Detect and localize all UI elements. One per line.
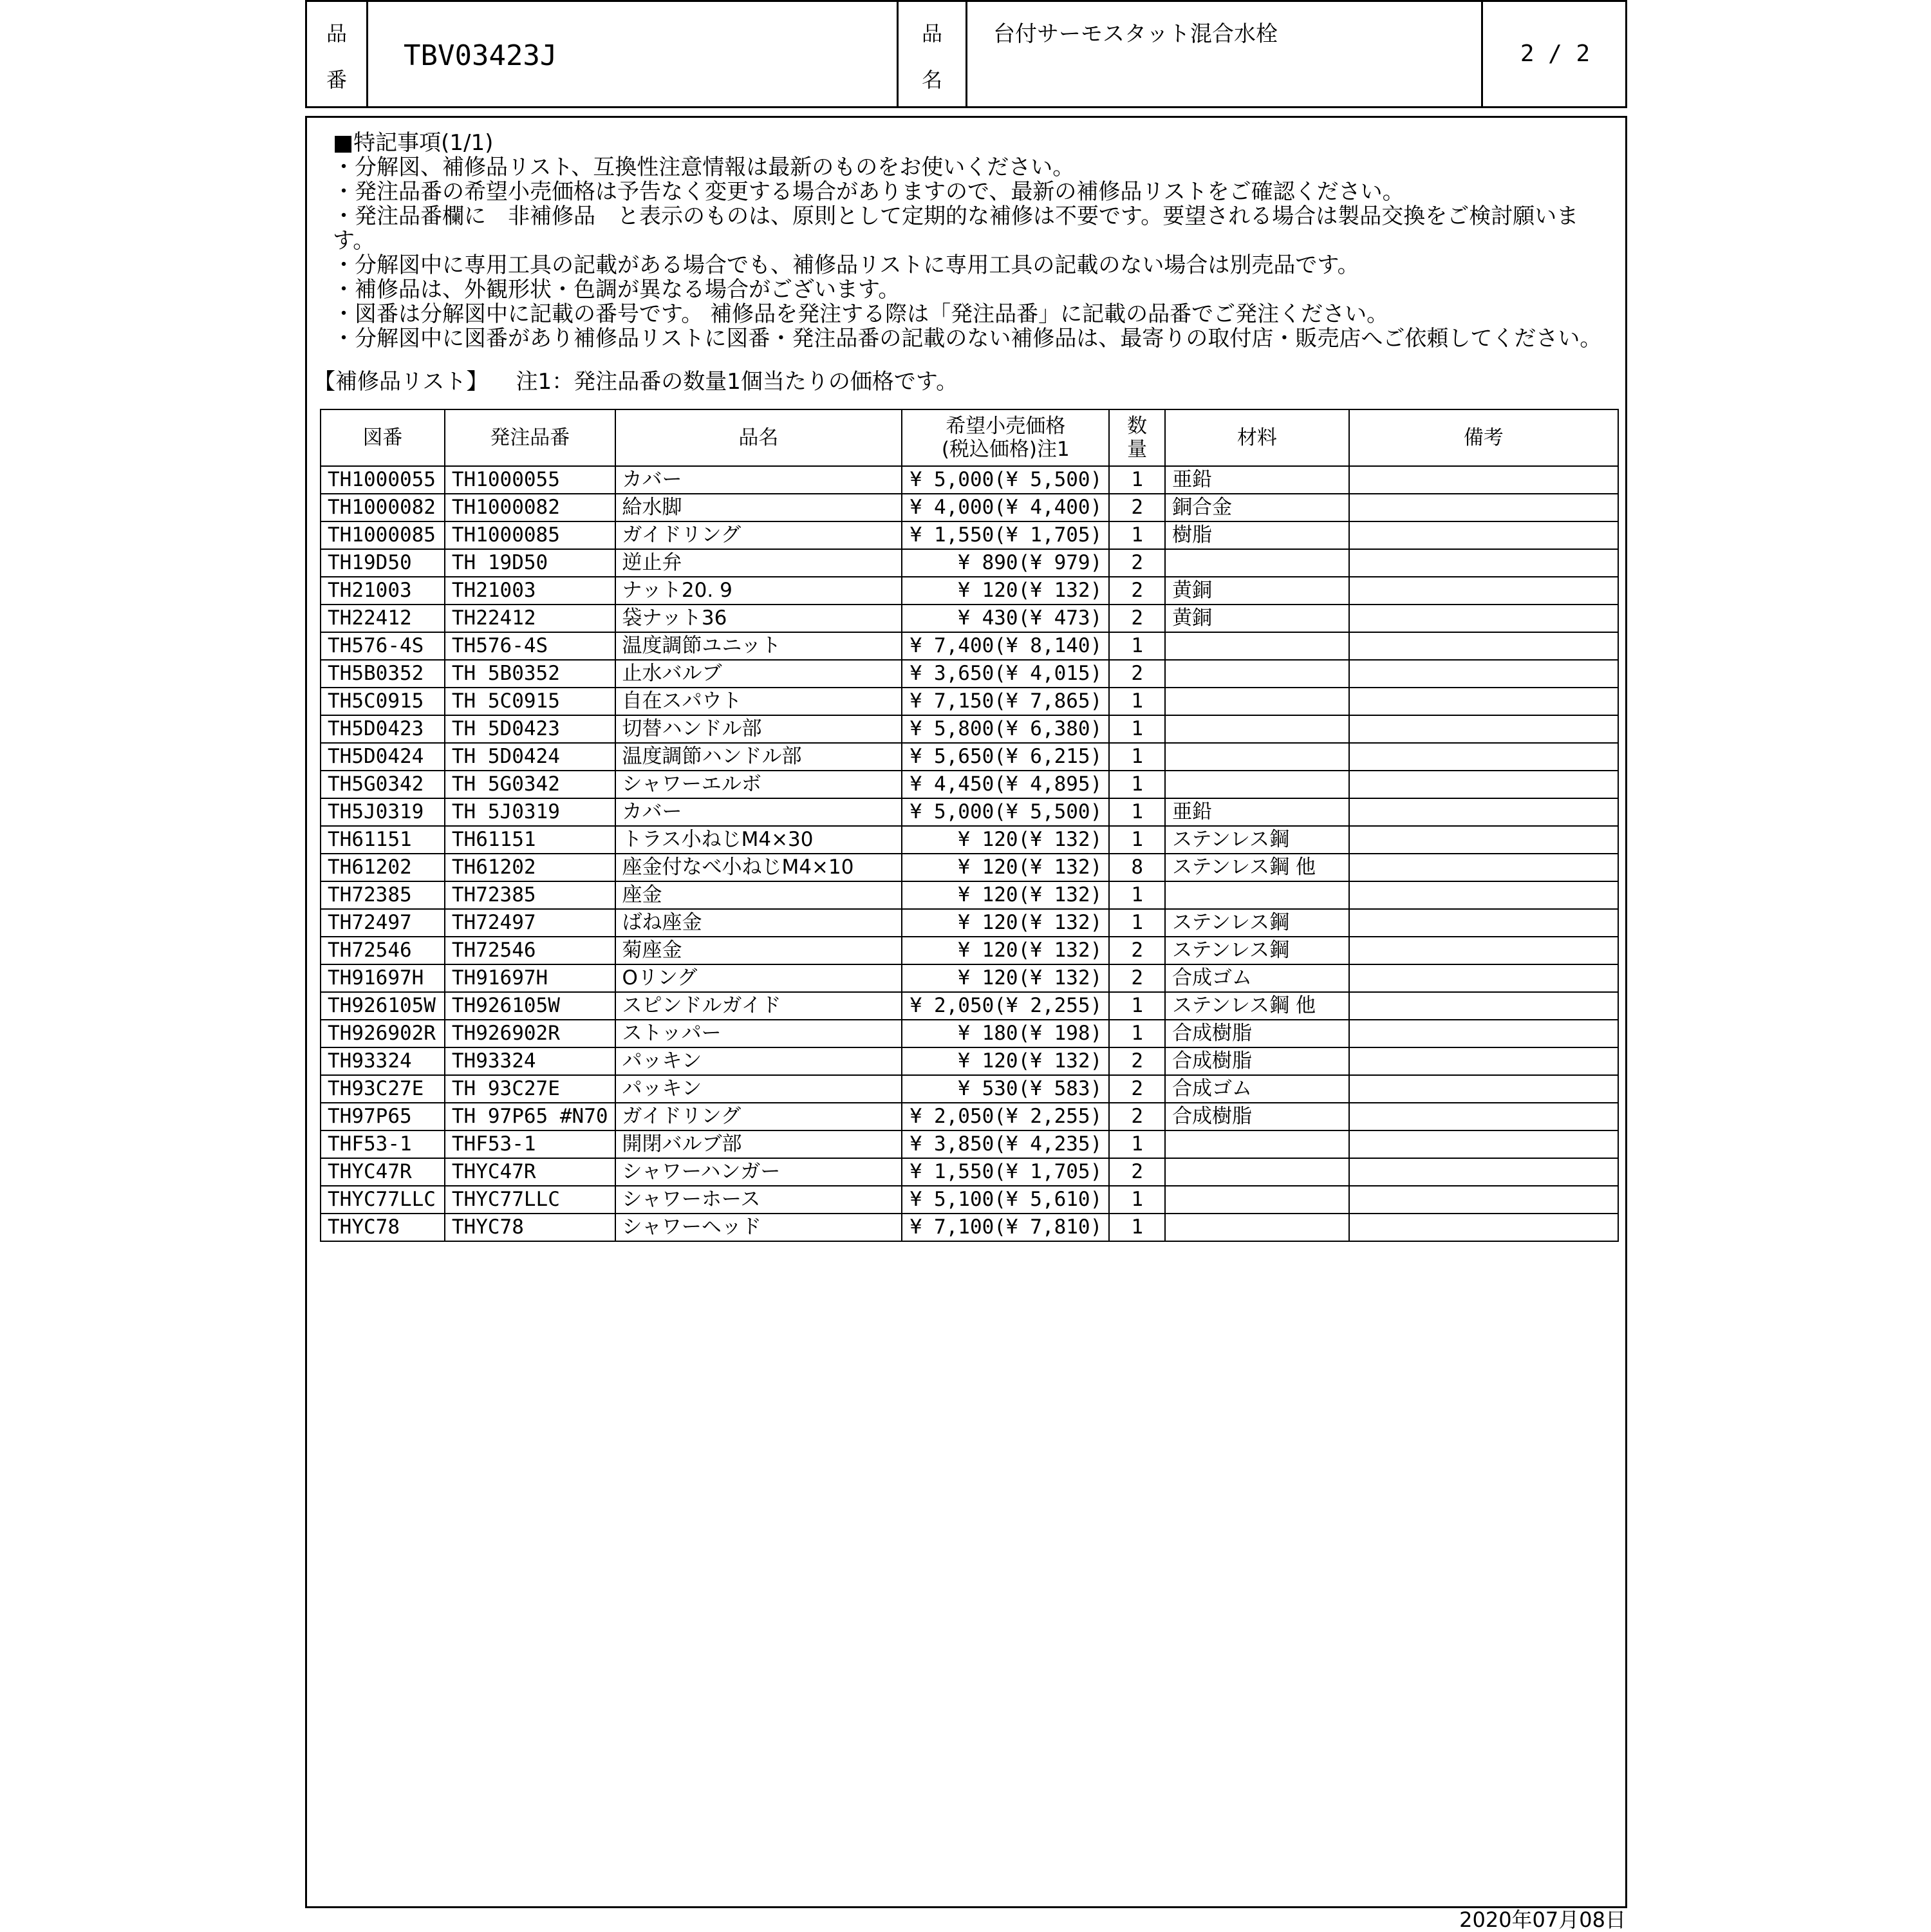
cell-fig-no: TH93C27E [321, 1075, 445, 1103]
cell-remarks [1349, 937, 1618, 964]
cell-fig-no: TH926105W [321, 992, 445, 1020]
cell-qty: 8 [1109, 854, 1165, 881]
cell-part-name: 開閉バルブ部 [615, 1130, 902, 1158]
cell-fig-no: TH72497 [321, 909, 445, 937]
cell-material: 合成ゴム [1165, 964, 1349, 992]
cell-fig-no: THYC77LLC [321, 1186, 445, 1214]
cell-qty: 1 [1109, 881, 1165, 909]
cell-order-no: TH 5C0915 [445, 688, 615, 715]
cell-remarks [1349, 964, 1618, 992]
table-row [321, 937, 1618, 964]
table-row [321, 964, 1618, 992]
cell-remarks [1349, 688, 1618, 715]
table-row [321, 909, 1618, 937]
cell-price: ¥ 7,150(¥ 7,865) [902, 688, 1109, 715]
cell-price: ¥ 530(¥ 583) [902, 1075, 1109, 1103]
cell-price: ¥ 5,000(¥ 5,500) [902, 466, 1109, 494]
cell-remarks [1349, 715, 1618, 743]
cell-order-no: TH1000082 [445, 494, 615, 521]
cell-material [1165, 743, 1349, 771]
cell-qty: 1 [1109, 743, 1165, 771]
cell-fig-no: TH576-4S [321, 632, 445, 660]
cell-part-name: カバー [615, 798, 902, 826]
cell-material [1165, 632, 1349, 660]
table-row [321, 1075, 1618, 1103]
cell-part-name: 給水脚 [615, 494, 902, 521]
cell-fig-no: THYC78 [321, 1214, 445, 1241]
cell-material: 合成ゴム [1165, 1075, 1349, 1103]
cell-remarks [1349, 521, 1618, 549]
cell-remarks [1349, 826, 1618, 854]
cell-price: ¥ 120(¥ 132) [902, 937, 1109, 964]
cell-order-no: TH21003 [445, 577, 615, 605]
cell-part-name: 菊座金 [615, 937, 902, 964]
cell-material [1165, 881, 1349, 909]
table-row [321, 521, 1618, 549]
product-name-label-top: 品 [921, 21, 942, 46]
cell-qty: 2 [1109, 1158, 1165, 1186]
cell-part-name: カバー [615, 466, 902, 494]
cell-qty: 1 [1109, 826, 1165, 854]
cell-fig-no: THYC47R [321, 1158, 445, 1186]
note-item: ・分解図中に専用工具の記載がある場合でも、補修品リストに専用工具の記載のない場合は別売品です。 [333, 252, 1359, 278]
parts-table [320, 409, 1619, 1242]
product-name-label-bottom: 名 [921, 68, 942, 92]
cell-fig-no: TH19D50 [321, 549, 445, 577]
cell-price: ¥ 3,650(¥ 4,015) [902, 660, 1109, 688]
content-frame [305, 116, 1627, 1908]
col-header-price [902, 409, 1109, 466]
cell-part-name: トラス小ねじM4×30 [615, 826, 902, 854]
table-row [321, 881, 1618, 909]
cell-fig-no: TH5J0319 [321, 798, 445, 826]
cell-part-name: 切替ハンドル部 [615, 715, 902, 743]
cell-material: 銅合金 [1165, 494, 1349, 521]
cell-order-no: TH 5B0352 [445, 660, 615, 688]
cell-part-name: ナット20. 9 [615, 577, 902, 605]
cell-remarks [1349, 1130, 1618, 1158]
table-row [321, 549, 1618, 577]
note-item: ・補修品は、外観形状・色調が異なる場合がございます。 [333, 277, 900, 303]
cell-qty: 1 [1109, 1214, 1165, 1241]
cell-order-no: TH 5J0319 [445, 798, 615, 826]
cell-qty: 2 [1109, 1075, 1165, 1103]
cell-part-name: スピンドルガイド [615, 992, 902, 1020]
table-row [321, 688, 1618, 715]
cell-order-no: TH1000055 [445, 466, 615, 494]
notes-title: ■特記事項(1/1) [333, 130, 494, 156]
table-row [321, 992, 1618, 1020]
parts-table-body [321, 466, 1618, 1241]
cell-qty: 1 [1109, 688, 1165, 715]
cell-price: ¥ 5,000(¥ 5,500) [902, 798, 1109, 826]
note-item: ・図番は分解図中に記載の番号です。 補修品を発注する際は「発注品番」に記載の品番でご発注ください。 [333, 301, 1389, 327]
cell-qty: 2 [1109, 964, 1165, 992]
cell-fig-no: TH5G0342 [321, 771, 445, 798]
cell-material: ステンレス鋼 他 [1165, 992, 1349, 1020]
cell-order-no: TH 5D0423 [445, 715, 615, 743]
cell-order-no: TH 19D50 [445, 549, 615, 577]
cell-order-no: THYC47R [445, 1158, 615, 1186]
cell-remarks [1349, 549, 1618, 577]
product-code-label-bottom: 番 [326, 68, 347, 92]
cell-part-name: 逆止弁 [615, 549, 902, 577]
cell-part-name: シャワーハンガー [615, 1158, 902, 1186]
cell-remarks [1349, 466, 1618, 494]
cell-qty: 1 [1109, 909, 1165, 937]
cell-order-no: TH22412 [445, 605, 615, 632]
cell-order-no: TH 5G0342 [445, 771, 615, 798]
cell-material: ステンレス鋼 他 [1165, 854, 1349, 881]
cell-qty: 2 [1109, 605, 1165, 632]
table-row [321, 466, 1618, 494]
col-header-remarks: 備考 [1349, 409, 1618, 466]
cell-material: 黄銅 [1165, 605, 1349, 632]
cell-remarks [1349, 632, 1618, 660]
page-number: 2 / 2 [1520, 41, 1591, 67]
cell-material: 黄銅 [1165, 577, 1349, 605]
table-row [321, 1158, 1618, 1186]
cell-qty: 2 [1109, 1103, 1165, 1130]
cell-part-name: 止水バルブ [615, 660, 902, 688]
cell-fig-no: TH93324 [321, 1047, 445, 1075]
cell-fig-no: THF53-1 [321, 1130, 445, 1158]
table-row [321, 605, 1618, 632]
issue-date: 2020年07月08日 [1459, 1908, 1626, 1932]
cell-remarks [1349, 1158, 1618, 1186]
col-header-fig: 図番 [321, 409, 445, 466]
cell-material [1165, 549, 1349, 577]
cell-order-no: TH 93C27E [445, 1075, 615, 1103]
cell-remarks [1349, 1186, 1618, 1214]
cell-price: ¥ 1,550(¥ 1,705) [902, 1158, 1109, 1186]
cell-fig-no: TH1000085 [321, 521, 445, 549]
table-row [321, 854, 1618, 881]
note-item: ・分解図、補修品リスト、互換性注意情報は最新のものをお使いください。 [333, 155, 1075, 180]
cell-remarks [1349, 1103, 1618, 1130]
cell-order-no: TH93324 [445, 1047, 615, 1075]
cell-remarks [1349, 909, 1618, 937]
table-row [321, 1103, 1618, 1130]
cell-material [1165, 1158, 1349, 1186]
table-row [321, 1130, 1618, 1158]
table-row [321, 826, 1618, 854]
cell-part-name: Oリング [615, 964, 902, 992]
cell-order-no: TH 97P65 #N70 [445, 1103, 615, 1130]
cell-material: ステンレス鋼 [1165, 826, 1349, 854]
cell-fig-no: TH926902R [321, 1020, 445, 1047]
cell-material [1165, 1130, 1349, 1158]
cell-price: ¥ 2,050(¥ 2,255) [902, 992, 1109, 1020]
parts-list-heading [313, 369, 958, 395]
cell-price: ¥ 180(¥ 198) [902, 1020, 1109, 1047]
parts-list-note: 注1：発注品番の数量1個当たりの価格です。 [516, 369, 958, 395]
cell-order-no: TH61151 [445, 826, 615, 854]
note-item: ・発注品番欄に 非補修品 と表示のものは、原則として定期的な補修は不要です。要望される場合は製品交換をご検討願います。 [333, 203, 1579, 254]
cell-qty: 1 [1109, 632, 1165, 660]
cell-remarks [1349, 743, 1618, 771]
cell-material: 合成樹脂 [1165, 1103, 1349, 1130]
cell-remarks [1349, 605, 1618, 632]
cell-remarks [1349, 577, 1618, 605]
cell-material: 亜鉛 [1165, 798, 1349, 826]
cell-remarks [1349, 992, 1618, 1020]
cell-order-no: THYC78 [445, 1214, 615, 1241]
cell-price: ¥ 7,100(¥ 7,810) [902, 1214, 1109, 1241]
cell-qty: 1 [1109, 466, 1165, 494]
cell-remarks [1349, 660, 1618, 688]
col-header-material: 材料 [1165, 409, 1349, 466]
table-row [321, 1020, 1618, 1047]
cell-qty: 2 [1109, 577, 1165, 605]
table-row [321, 743, 1618, 771]
cell-material: 亜鉛 [1165, 466, 1349, 494]
cell-part-name: ガイドリング [615, 1103, 902, 1130]
product-code-label [307, 2, 366, 106]
cell-material [1165, 1186, 1349, 1214]
cell-order-no: TH72497 [445, 909, 615, 937]
cell-price: ¥ 5,800(¥ 6,380) [902, 715, 1109, 743]
cell-price: ¥ 7,400(¥ 8,140) [902, 632, 1109, 660]
col-header-name: 品名 [615, 409, 902, 466]
cell-fig-no: TH22412 [321, 605, 445, 632]
note-item: ・発注品番の希望小売価格は予告なく変更する場合がありますので、最新の補修品リストをご確認ください。 [333, 179, 1404, 205]
cell-order-no: TH91697H [445, 964, 615, 992]
price-header-line2: (税込価格)注1 [941, 438, 1070, 461]
cell-qty: 2 [1109, 660, 1165, 688]
cell-qty: 1 [1109, 521, 1165, 549]
cell-fig-no: TH61151 [321, 826, 445, 854]
cell-remarks [1349, 771, 1618, 798]
cell-price: ¥ 4,450(¥ 4,895) [902, 771, 1109, 798]
cell-order-no: TH576-4S [445, 632, 615, 660]
cell-part-name: 袋ナット36 [615, 605, 902, 632]
product-name: 台付サーモスタット混合水栓 [993, 21, 1278, 47]
cell-material [1165, 688, 1349, 715]
table-header-row [321, 409, 1618, 466]
cell-fig-no: TH72546 [321, 937, 445, 964]
cell-price: ¥ 1,550(¥ 1,705) [902, 521, 1109, 549]
cell-part-name: 温度調節ハンドル部 [615, 743, 902, 771]
cell-order-no: THYC77LLC [445, 1186, 615, 1214]
cell-price: ¥ 120(¥ 132) [902, 1047, 1109, 1075]
table-row [321, 1214, 1618, 1241]
cell-material: ステンレス鋼 [1165, 909, 1349, 937]
product-code: TBV03423J [404, 39, 557, 72]
cell-material: 合成樹脂 [1165, 1047, 1349, 1075]
cell-fig-no: TH1000082 [321, 494, 445, 521]
cell-remarks [1349, 798, 1618, 826]
cell-remarks [1349, 1020, 1618, 1047]
cell-part-name: ガイドリング [615, 521, 902, 549]
table-row [321, 771, 1618, 798]
note-item: ・分解図中に図番があり補修品リストに図番・発注品番の記載のない補修品は、最寄りの取付店・販売店へご依頼してください。 [333, 326, 1602, 352]
cell-fig-no: TH1000055 [321, 466, 445, 494]
cell-part-name: シャワーエルボ [615, 771, 902, 798]
cell-remarks [1349, 1214, 1618, 1241]
table-row [321, 1047, 1618, 1075]
cell-fig-no: TH72385 [321, 881, 445, 909]
special-notes [333, 131, 1620, 351]
table-row [321, 715, 1618, 743]
cell-qty: 1 [1109, 992, 1165, 1020]
cell-part-name: シャワーヘッド [615, 1214, 902, 1241]
cell-part-name: パッキン [615, 1075, 902, 1103]
table-row [321, 798, 1618, 826]
cell-qty: 1 [1109, 1020, 1165, 1047]
qty-header-line1: 数 [1127, 415, 1148, 438]
cell-qty: 2 [1109, 494, 1165, 521]
cell-remarks [1349, 854, 1618, 881]
col-header-qty [1109, 409, 1165, 466]
cell-price: ¥ 4,000(¥ 4,400) [902, 494, 1109, 521]
cell-price: ¥ 120(¥ 132) [902, 854, 1109, 881]
document-header [305, 0, 1627, 108]
cell-order-no: THF53-1 [445, 1130, 615, 1158]
cell-part-name: ばね座金 [615, 909, 902, 937]
cell-part-name: 座金付なべ小ねじM4×10 [615, 854, 902, 881]
cell-qty: 1 [1109, 798, 1165, 826]
cell-material: ステンレス鋼 [1165, 937, 1349, 964]
cell-fig-no: TH21003 [321, 577, 445, 605]
cell-price: ¥ 5,100(¥ 5,610) [902, 1186, 1109, 1214]
cell-part-name: 自在スパウト [615, 688, 902, 715]
cell-qty: 1 [1109, 1130, 1165, 1158]
cell-fig-no: TH5D0424 [321, 743, 445, 771]
cell-qty: 2 [1109, 549, 1165, 577]
cell-order-no: TH1000085 [445, 521, 615, 549]
qty-header-line2: 量 [1127, 438, 1148, 461]
cell-price: ¥ 2,050(¥ 2,255) [902, 1103, 1109, 1130]
cell-fig-no: TH5D0423 [321, 715, 445, 743]
cell-qty: 2 [1109, 937, 1165, 964]
cell-material: 合成樹脂 [1165, 1020, 1349, 1047]
cell-fig-no: TH61202 [321, 854, 445, 881]
cell-price: ¥ 120(¥ 132) [902, 577, 1109, 605]
cell-price: ¥ 120(¥ 132) [902, 909, 1109, 937]
price-header-line1: 希望小売価格 [946, 415, 1066, 438]
cell-order-no: TH72546 [445, 937, 615, 964]
cell-remarks [1349, 494, 1618, 521]
cell-part-name: 温度調節ユニット [615, 632, 902, 660]
cell-part-name: 座金 [615, 881, 902, 909]
table-row [321, 494, 1618, 521]
cell-remarks [1349, 1047, 1618, 1075]
cell-fig-no: TH91697H [321, 964, 445, 992]
cell-price: ¥ 120(¥ 132) [902, 881, 1109, 909]
cell-fig-no: TH5B0352 [321, 660, 445, 688]
cell-qty: 1 [1109, 1186, 1165, 1214]
cell-order-no: TH61202 [445, 854, 615, 881]
cell-order-no: TH72385 [445, 881, 615, 909]
product-code-label-top: 品 [326, 21, 347, 46]
cell-material: 樹脂 [1165, 521, 1349, 549]
parts-list-title: 【補修品リスト】 [313, 369, 489, 395]
cell-part-name: シャワーホース [615, 1186, 902, 1214]
cell-price: ¥ 3,850(¥ 4,235) [902, 1130, 1109, 1158]
cell-qty: 1 [1109, 771, 1165, 798]
cell-price: ¥ 890(¥ 979) [902, 549, 1109, 577]
cell-part-name: パッキン [615, 1047, 902, 1075]
cell-part-name: ストッパー [615, 1020, 902, 1047]
cell-fig-no: TH97P65 [321, 1103, 445, 1130]
col-header-order: 発注品番 [445, 409, 615, 466]
cell-price: ¥ 120(¥ 132) [902, 964, 1109, 992]
cell-price: ¥ 430(¥ 473) [902, 605, 1109, 632]
cell-order-no: TH926902R [445, 1020, 615, 1047]
cell-material [1165, 771, 1349, 798]
cell-fig-no: TH5C0915 [321, 688, 445, 715]
cell-material [1165, 660, 1349, 688]
product-name-label [899, 2, 966, 106]
table-row [321, 632, 1618, 660]
cell-material [1165, 1214, 1349, 1241]
cell-material [1165, 715, 1349, 743]
cell-order-no: TH 5D0424 [445, 743, 615, 771]
cell-qty: 1 [1109, 715, 1165, 743]
cell-remarks [1349, 881, 1618, 909]
table-row [321, 1186, 1618, 1214]
cell-price: ¥ 5,650(¥ 6,215) [902, 743, 1109, 771]
cell-qty: 2 [1109, 1047, 1165, 1075]
table-row [321, 577, 1618, 605]
table-row [321, 660, 1618, 688]
cell-order-no: TH926105W [445, 992, 615, 1020]
cell-remarks [1349, 1075, 1618, 1103]
cell-price: ¥ 120(¥ 132) [902, 826, 1109, 854]
